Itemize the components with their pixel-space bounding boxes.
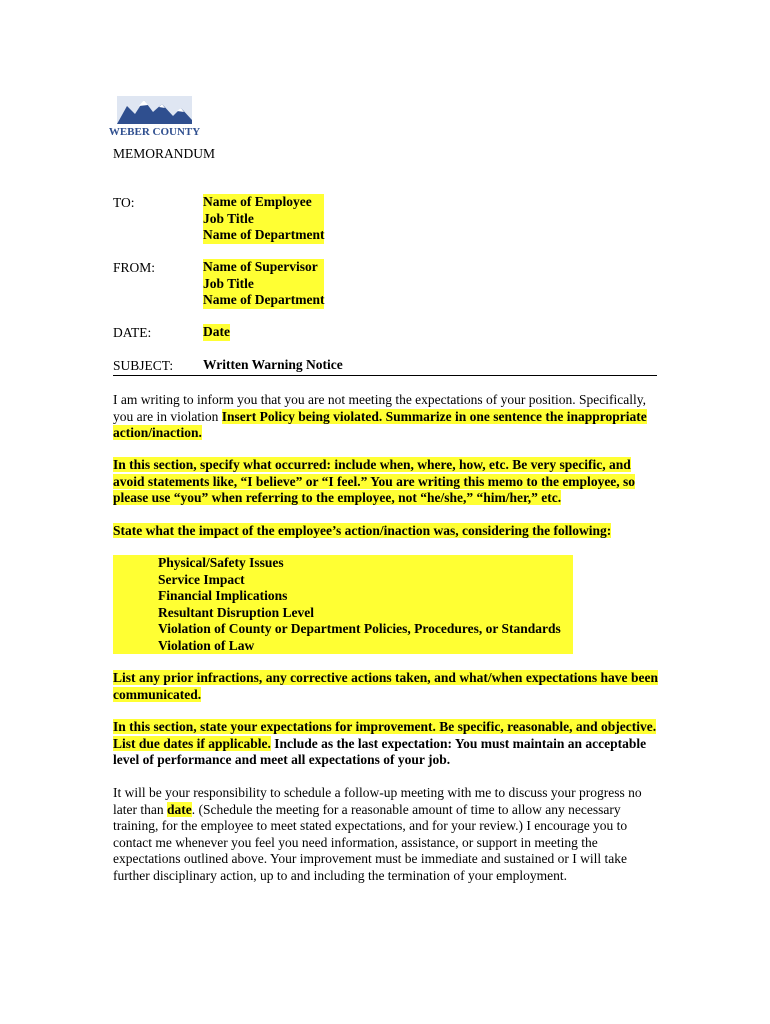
from-line: Name of Supervisor — [203, 259, 324, 276]
occurrence-paragraph — [113, 457, 658, 507]
to-line: Name of Department — [203, 227, 325, 242]
followup-text-start: It will be your responsibility to schedule a follow-up meeting with me to discuss your progress no later than — [113, 785, 642, 817]
to-label: TO: — [113, 195, 135, 210]
prior-infractions-paragraph — [113, 670, 658, 703]
list-item: Violation of Law — [158, 637, 255, 653]
from-line: Name of Department — [203, 292, 325, 307]
followup-paragraph — [113, 785, 658, 884]
date-label: DATE: — [113, 325, 152, 340]
list-item: Physical/Safety Issues — [158, 555, 284, 570]
to-recipient — [203, 194, 324, 244]
prior-infractions-text: List any prior infractions, any corrective actions taken, and what/when expectations have been communicated. — [113, 670, 658, 702]
weber-county-logo — [108, 96, 201, 139]
memo-title: MEMORANDUM — [113, 146, 216, 161]
intro-text: I am writing to inform you that you are not meeting the expectations of your position. Specifically, you are in violation — [113, 392, 646, 424]
expectations-text: Include as the last expectation: You must maintain an acceptable level of performance and meet all expectations of your job. — [113, 735, 647, 767]
logo-text: WEBER COUNTY — [108, 126, 201, 138]
followup-date: date — [166, 801, 192, 817]
from-label: FROM: — [113, 260, 156, 275]
to-line: Job Title — [203, 211, 324, 228]
subject-label: SUBJECT: — [113, 358, 174, 373]
list-item: Financial Implications — [158, 588, 288, 603]
policy-placeholder: Insert Policy being violated. Summarize in one sentence the inappropriate action/inaction. — [113, 408, 647, 440]
from-line: Job Title — [203, 276, 324, 293]
from-sender — [203, 259, 324, 309]
list-item: Violation of County or Department Policies, Procedures, or Standards — [158, 621, 561, 636]
subject-divider — [113, 375, 657, 376]
date-value — [203, 324, 230, 341]
expectations-paragraph — [113, 719, 658, 769]
subject-value: Written Warning Notice — [203, 357, 343, 372]
occurrence-text: In this section, specify what occurred: include when, where, how, etc. Be very specific, and avoid statements like, “I believe” or “I feel.” You are writing this memo to the employee, so please use “you” when referring to the employee, not “he/she,” “him/her,” etc. — [113, 457, 636, 505]
impact-paragraph — [113, 523, 658, 540]
date-text: Date — [203, 324, 230, 339]
list-item: Resultant Disruption Level — [158, 604, 315, 620]
expectations-highlight: In this section, state your expectations for improvement. Be specific, reasonable, and objective. List due dates if applicable. — [113, 719, 657, 751]
impact-text: State what the impact of the employee’s action/inaction was, considering the following: — [113, 523, 612, 538]
to-line: Name of Employee — [203, 194, 324, 211]
followup-text-rest: . (Schedule the meeting for a reasonable amount of time to allow any necessary training, for the employee to meet stated expectations, and for your review.) I encourage you to contact me whenever you feel you need information, assistance, or support in meeting the expectations outlined above. Your improvement must be immediate and sustained or I will take further disciplinary action, up to and including the termination of your employment. — [113, 801, 628, 883]
list-item: Service Impact — [158, 571, 245, 587]
impact-list — [113, 555, 573, 654]
intro-paragraph — [113, 392, 658, 442]
